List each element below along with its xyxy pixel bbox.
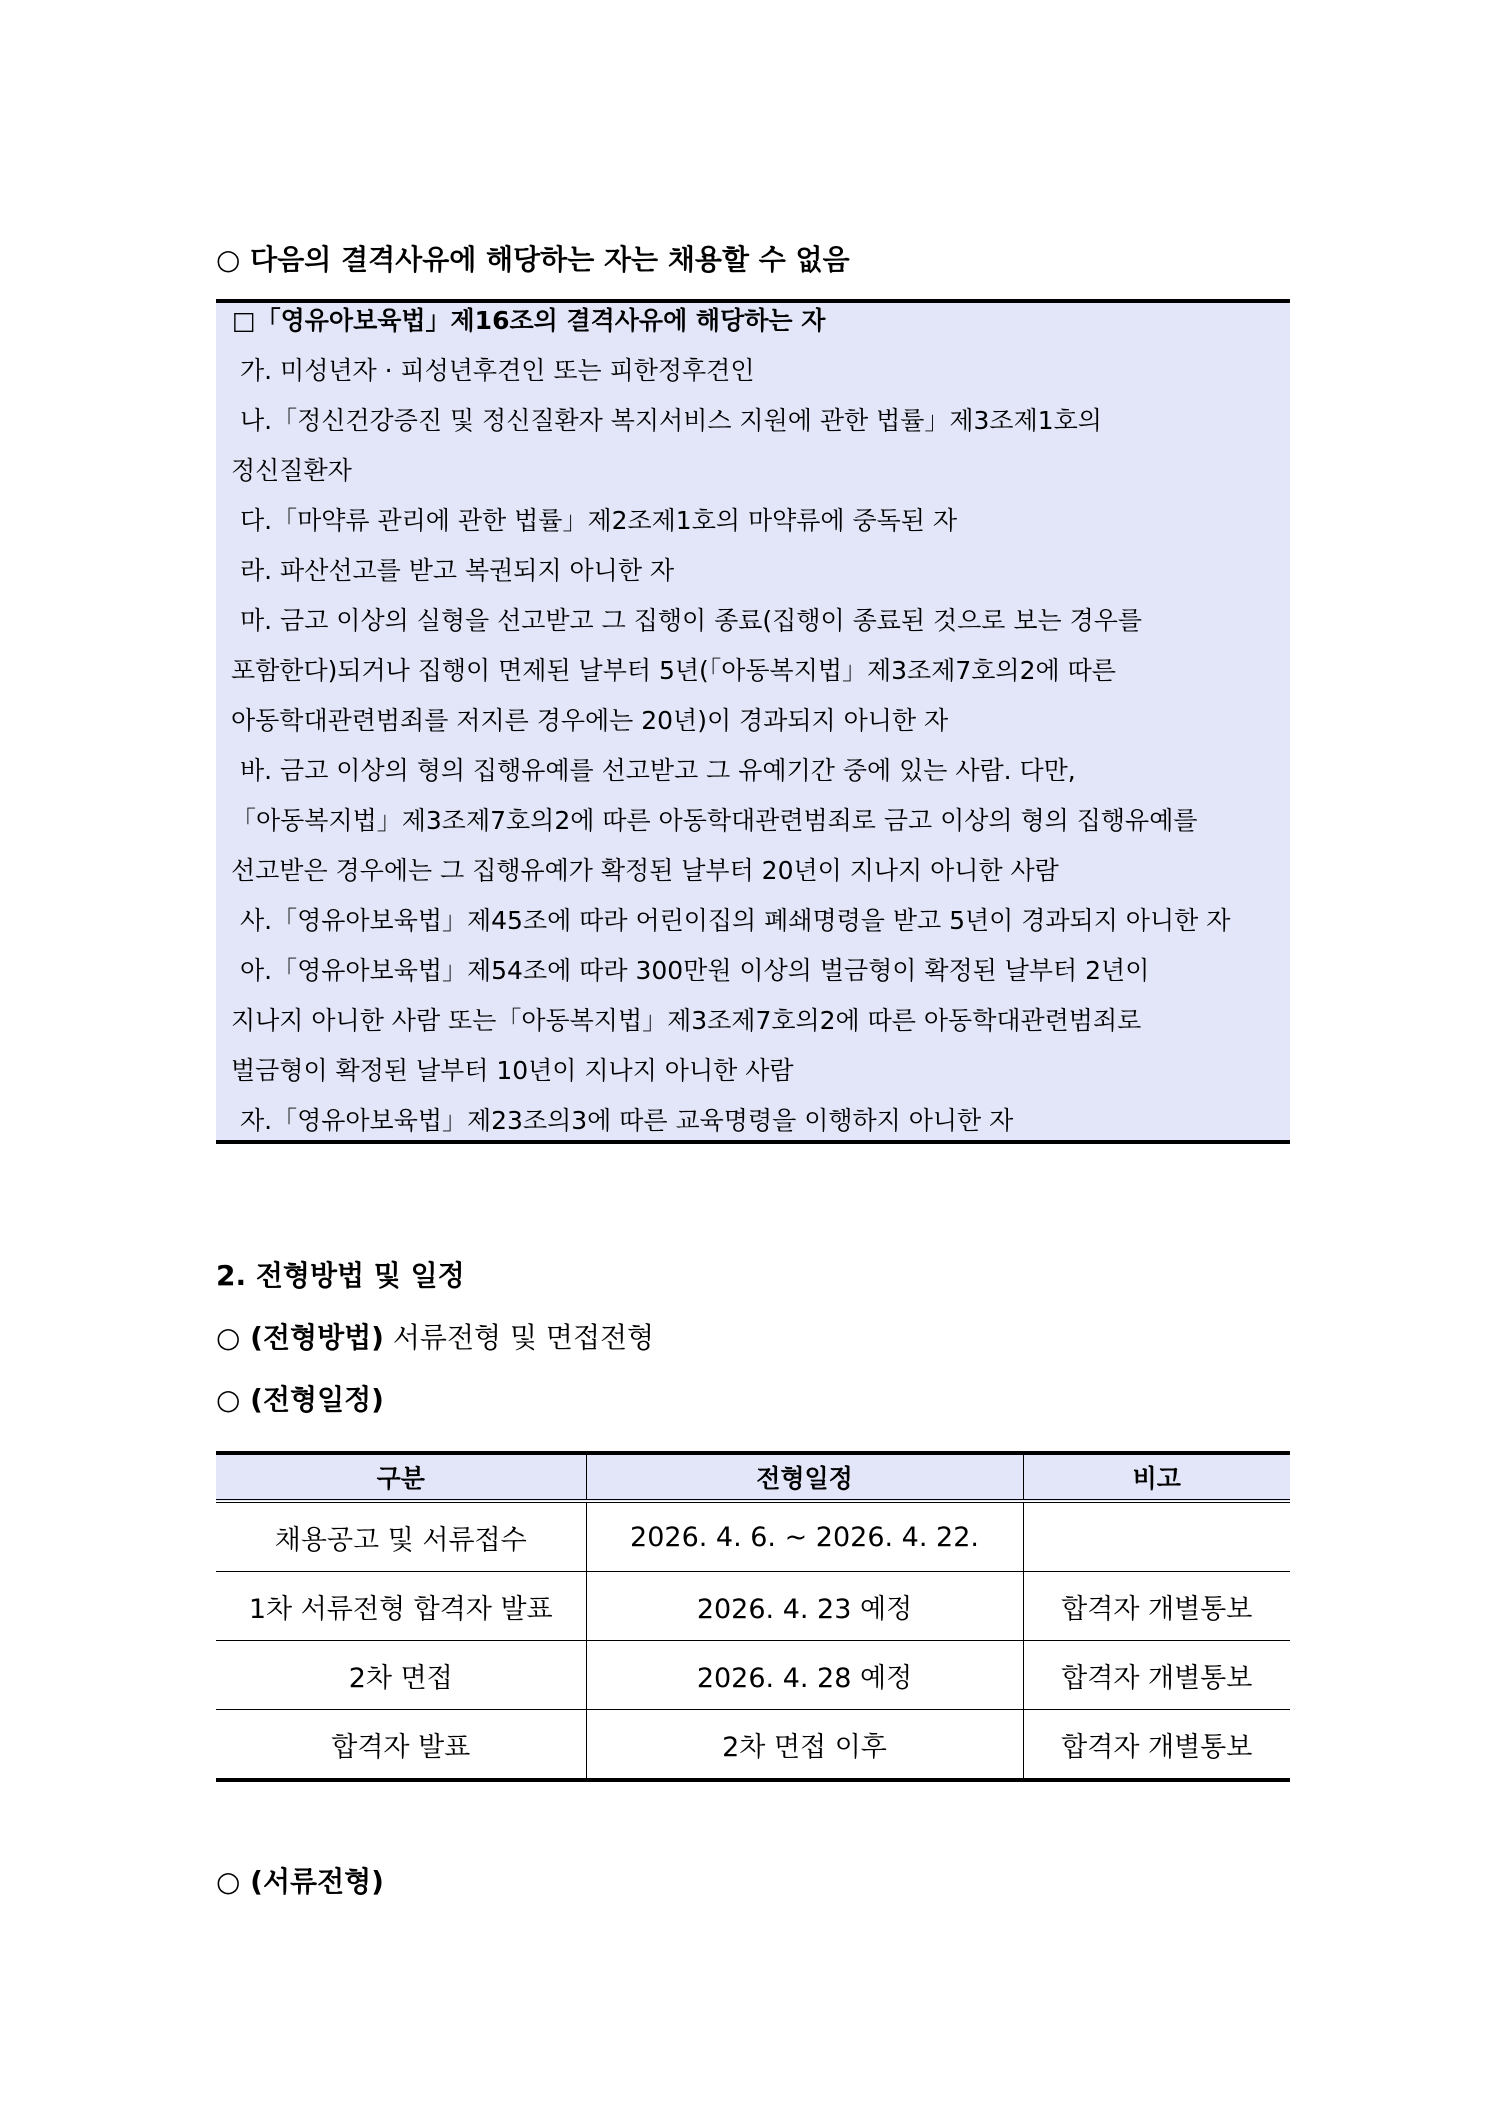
- clause-ba-cont-2: 선고받은 경우에는 그 집행유예가 확정된 날부터 20년이 지나지 아니한 사람: [231, 856, 1059, 885]
- clause-ra: 라. 파산선고를 받고 복권되지 아니한 자: [240, 556, 675, 585]
- header-schedule: 전형일정: [586, 1453, 1023, 1501]
- document-screening-label: ○ (서류전형): [216, 1865, 384, 1898]
- clause-na-cont: 정신질환자: [231, 456, 352, 485]
- table-row: [216, 1641, 1290, 1710]
- cell-remarks: 합격자 개별통보: [1023, 1710, 1290, 1781]
- disqualification-heading: ○ 다음의 결격사유에 해당하는 자는 채용할 수 없음: [216, 243, 850, 276]
- clause-ga: 가. 미성년자 · 피성년후견인 또는 피한정후견인: [240, 356, 755, 385]
- clause-ba: 바. 금고 이상의 형의 집행유예를 선고받고 그 유예기간 중에 있는 사람. 다만,: [240, 756, 1076, 785]
- header-remarks: 비고: [1023, 1453, 1290, 1501]
- cell-remarks: 합격자 개별통보: [1023, 1641, 1290, 1710]
- selection-schedule-label: ○ (전형일정): [216, 1383, 384, 1416]
- table-row: [216, 1501, 1290, 1572]
- cell-category: 합격자 발표: [216, 1710, 586, 1781]
- cell-category: 채용공고 및 서류접수: [216, 1501, 586, 1572]
- cell-schedule: 2026. 4. 6. ~ 2026. 4. 22.: [586, 1501, 1023, 1572]
- cell-schedule: 2026. 4. 28 예정: [586, 1641, 1023, 1710]
- clause-ja: 자.「영유아보육법」제23조의3에 따른 교육명령을 이행하지 아니한 자: [240, 1106, 1014, 1135]
- section-2-title: 2. 전형방법 및 일정: [216, 1259, 465, 1292]
- schedule-table: [216, 1451, 1290, 1782]
- clause-ma: 마. 금고 이상의 실형을 선고받고 그 집행이 종료(집행이 종료된 것으로 보는 경우를: [240, 606, 1143, 635]
- clause-a: 아.「영유아보육법」제54조에 따라 300만원 이상의 벌금형이 확정된 날부터 2년이: [240, 956, 1150, 985]
- selection-method-value: 서류전형 및 면접전형: [383, 1321, 655, 1354]
- clause-da: 다.「마약류 관리에 관한 법률」제2조제1호의 마약류에 중독된 자: [240, 506, 958, 535]
- cell-remarks: [1023, 1501, 1290, 1572]
- clause-a-cont-1: 지나지 아니한 사람 또는「아동복지법」제3조제7호의2에 따른 아동학대관련범죄로: [231, 1006, 1142, 1035]
- clause-ma-cont-1: 포함한다)되거나 집행이 면제된 날부터 5년(「아동복지법」제3조제7호의2에 따른: [231, 656, 1116, 685]
- selection-method-label: ○ (전형방법): [216, 1321, 384, 1354]
- cell-category: 1차 서류전형 합격자 발표: [216, 1572, 586, 1641]
- table-header-row: [216, 1453, 1290, 1501]
- cell-remarks: 합격자 개별통보: [1023, 1572, 1290, 1641]
- clause-a-cont-2: 벌금형이 확정된 날부터 10년이 지나지 아니한 사람: [231, 1056, 794, 1085]
- table-row: [216, 1710, 1290, 1781]
- cell-schedule: 2차 면접 이후: [586, 1710, 1023, 1781]
- clause-sa: 사.「영유아보육법」제45조에 따라 어린이집의 폐쇄명령을 받고 5년이 경과되지 아니한 자: [240, 906, 1231, 935]
- cell-schedule: 2026. 4. 23 예정: [586, 1572, 1023, 1641]
- selection-method: [216, 1318, 654, 1358]
- cell-category: 2차 면접: [216, 1641, 586, 1710]
- disqualification-box: [216, 299, 1290, 1144]
- box-title: □「영유아보육법」제16조의 결격사유에 해당하는 자: [232, 306, 826, 335]
- table-row: [216, 1572, 1290, 1641]
- header-category: 구분: [216, 1453, 586, 1501]
- clause-na: 나.「정신건강증진 및 정신질환자 복지서비스 지원에 관한 법률」제3조제1호의: [240, 406, 1102, 435]
- clause-ba-cont-1: 「아동복지법」제3조제7호의2에 따른 아동학대관련범죄로 금고 이상의 형의 집행유예를: [231, 806, 1198, 835]
- clause-ma-cont-2: 아동학대관련범죄를 저지른 경우에는 20년)이 경과되지 아니한 자: [231, 706, 949, 735]
